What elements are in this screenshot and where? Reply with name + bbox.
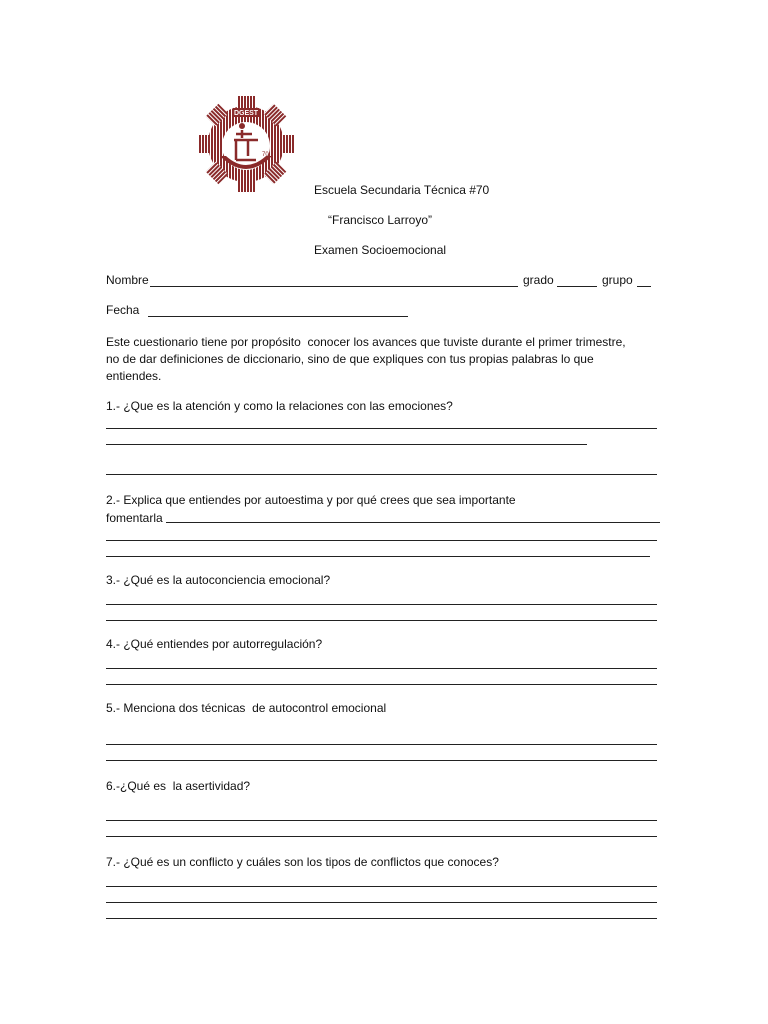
question-2: 2.- Explica que entiendes por autoestima y por qué crees que sea importante <box>106 493 516 507</box>
answer-line[interactable] <box>106 604 657 605</box>
exam-title: Examen Socioemocional <box>314 243 447 257</box>
question-4: 4.- ¿Qué entiendes por autorregulación? <box>106 637 323 651</box>
intro-line: Este cuestionario tiene por propósito conocer los avances que tuviste durante el primer trimestre, <box>106 335 626 349</box>
answer-line[interactable] <box>106 540 657 541</box>
answer-line[interactable] <box>106 820 657 821</box>
answer-line[interactable] <box>106 744 657 745</box>
answer-line[interactable] <box>106 918 657 919</box>
fecha-field[interactable] <box>148 316 408 317</box>
nombre-field[interactable] <box>150 286 518 287</box>
answer-line[interactable] <box>106 836 657 837</box>
question-3: 3.- ¿Qué es la autoconciencia emocional? <box>106 573 331 587</box>
answer-line[interactable] <box>106 474 657 475</box>
answer-line[interactable] <box>106 902 657 903</box>
answer-line[interactable] <box>106 444 587 445</box>
question-1: 1.- ¿Que es la atención y como la relaciones con las emociones? <box>106 399 453 413</box>
grupo-field[interactable] <box>637 286 651 287</box>
school-name: Escuela Secundaria Técnica #70 <box>314 183 490 197</box>
answer-line[interactable] <box>166 522 660 523</box>
answer-line[interactable] <box>106 428 657 429</box>
logo-dgest-text: DGEST <box>233 110 259 117</box>
question-5: 5.- Menciona dos técnicas de autocontrol emocional <box>106 701 387 715</box>
answer-line[interactable] <box>106 668 657 669</box>
answer-line[interactable] <box>106 684 657 685</box>
grupo-label: grupo <box>602 273 633 287</box>
answer-line[interactable] <box>106 620 657 621</box>
school-logo <box>196 94 296 194</box>
answer-line[interactable] <box>106 760 657 761</box>
intro-line: entiendes. <box>106 369 162 383</box>
grado-field[interactable] <box>557 286 597 287</box>
answer-line[interactable] <box>106 556 650 557</box>
logo-number: 70 <box>262 152 269 158</box>
fecha-label: Fecha <box>106 303 140 317</box>
intro-line: no de dar definiciones de diccionario, sino de que expliques con tus propias palabras lo que <box>106 352 594 366</box>
question-6: 6.-¿Qué es la asertividad? <box>106 779 251 793</box>
question-2-continuation: fomentarla <box>106 511 163 525</box>
school-honoree: “Francisco Larroyo” <box>328 213 433 227</box>
grado-label: grado <box>523 273 554 287</box>
answer-line[interactable] <box>106 886 657 887</box>
nombre-label: Nombre <box>106 273 149 287</box>
question-7: 7.- ¿Qué es un conflicto y cuáles son los tipos de conflictos que conoces? <box>106 855 499 869</box>
